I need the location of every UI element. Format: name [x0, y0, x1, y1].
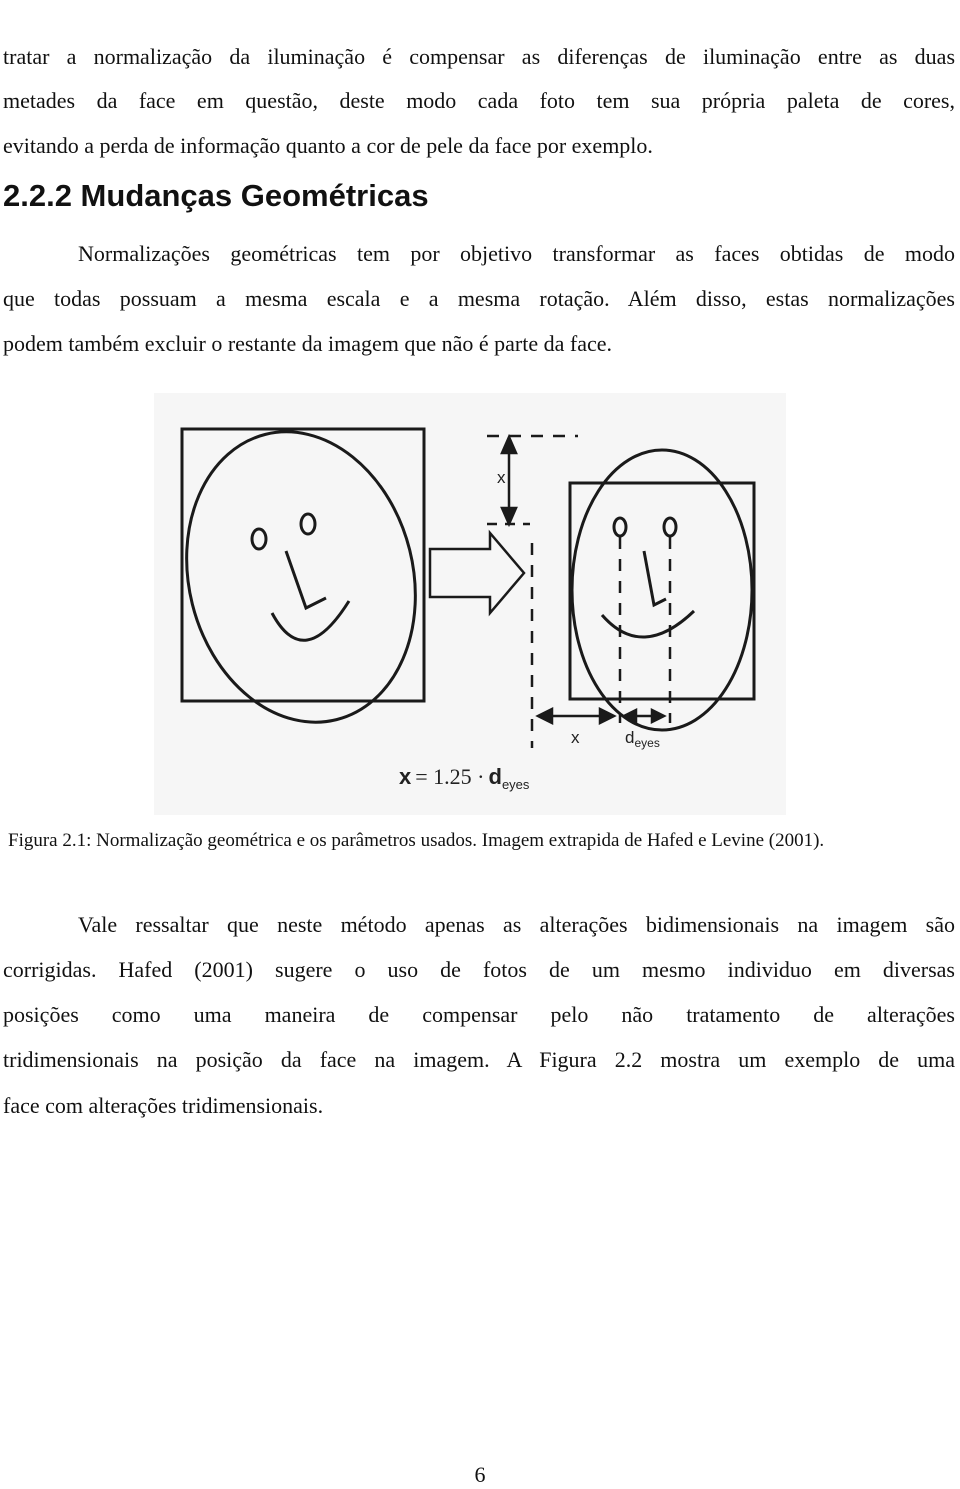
left-face-outline [157, 407, 445, 746]
left-frame [182, 429, 424, 701]
right-eye-right [664, 518, 676, 536]
right-face-outline [572, 450, 752, 730]
figure-caption: Figura 2.1: Normalização geométrica e os parâmetros usados. Imagem extrapida de Hafed e Levine (2001). [8, 830, 825, 851]
right-mouth [602, 611, 694, 637]
page-number: 6 [474, 1462, 486, 1487]
deyes-label: $d_{eyes}$ [625, 728, 660, 750]
section-line-3: podem também excluir o restante da imagem que não é parte da face. [3, 331, 613, 356]
left-eye-right [301, 514, 315, 534]
transform-arrow [430, 533, 524, 613]
paragraph2-line-5: face com alterações tridimensionais. [3, 1093, 324, 1118]
section-line-2: que todas possuam a mesma escala e a mesma rotação. Além disso, estas normalizações [3, 286, 955, 311]
right-nose [644, 551, 666, 605]
intro-line-3: evitando a perda de informação quanto a cor de pele da face por exemplo. [3, 133, 653, 158]
section-line-1: Normalizações geométricas tem por objetivo transformar as faces obtidas de modo [78, 241, 955, 266]
left-eye-left [252, 529, 266, 549]
right-frame [570, 483, 754, 699]
paragraph2-line-4: tridimensionais na posição da face na imagem. A Figura 2.2 mostra um exemplo de uma [3, 1047, 955, 1072]
right-eye-left [614, 518, 626, 536]
paragraph2-line-1: Vale ressaltar que neste método apenas as alterações bidimensionais na imagem são [78, 912, 955, 937]
paragraph2-line-2: corrigidas. Hafed (2001) sugere o uso de fotos de um mesmo individuo em diversas [3, 957, 955, 982]
bottom-x-label: x [571, 728, 580, 747]
normalization-figure [154, 393, 786, 815]
left-nose [286, 551, 326, 608]
intro-line-2: metades da face em questão, deste modo cada foto tem sua própria paleta de cores, [3, 88, 955, 113]
formula: $x = 1.25 \cdot d_{eyes}$ [399, 764, 530, 792]
intro-line-1: tratar a normalização da iluminação é compensar as diferenças de iluminação entre as duas [3, 44, 955, 69]
paragraph2-line-3: posições como uma maneira de compensar pelo não tratamento de alterações [3, 1002, 955, 1027]
top-x-label: x [497, 468, 506, 487]
section-heading: 2.2.2 Mudanças Geométricas [3, 178, 429, 213]
